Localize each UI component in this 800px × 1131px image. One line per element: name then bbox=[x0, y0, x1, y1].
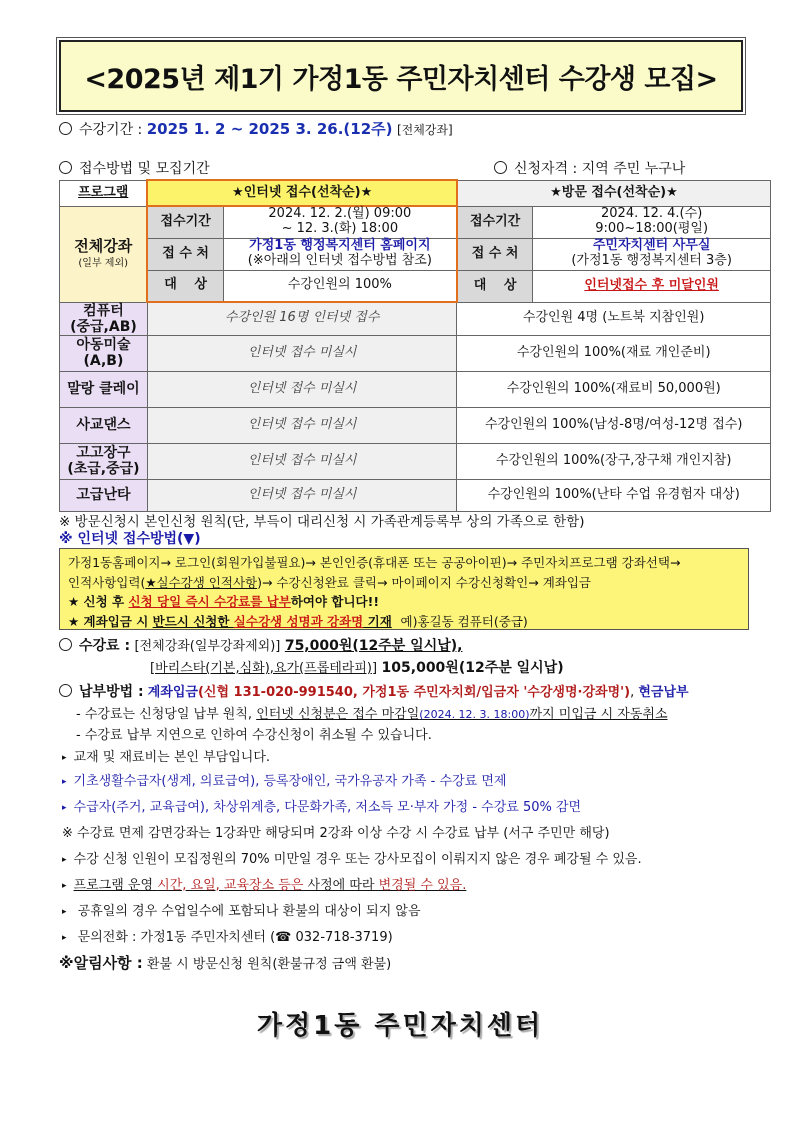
triangle-bullet-icon: ▸ bbox=[62, 855, 67, 865]
circle-bullet-icon bbox=[59, 122, 72, 135]
program-name: 사교댄스 bbox=[60, 407, 148, 443]
visit-place: 주민자치센터 사무실 (가정1동 행정복지센터 3층) bbox=[533, 238, 771, 270]
section-method: 접수방법 및 모집기간 bbox=[59, 158, 210, 178]
period-value: 2025 1. 2 ~ 2025 3. 26.(12주) bbox=[146, 120, 393, 138]
method-line-2: 인적사항입력(★실수강생 인적사항)→ 수강신청완료 클릭→ 마이페이지 수강신청확인→ 계좌입금 bbox=[68, 574, 591, 590]
internet-target: 수강인원의 100% bbox=[223, 270, 457, 302]
visit-cell: 수강인원의 100%(재료비 50,000원) bbox=[457, 371, 771, 407]
method-line-4: ★ 계좌입금 시 반드시 신청한 실수강생 성명과 강좌명 기재 예)홍길동 컴퓨터(중급) bbox=[68, 613, 528, 629]
bullet-item: ▸ 수급자(주거, 교육급여), 차상위계층, 다문화가족, 저소득 모·부자 가정 - 수강료 50% 감면 bbox=[62, 800, 582, 815]
method-line-1: 가정1동홈페이지→ 로그인(회원가입불필요)→ 본인인증(휴대폰 또는 공공아이핀)→ 주민자치프로그램 강좌선택→ bbox=[68, 555, 681, 570]
circle-bullet-icon bbox=[59, 638, 72, 651]
program-name: 아동미술 (A,B) bbox=[60, 335, 148, 371]
label-target: 대 상 bbox=[147, 270, 223, 302]
notice: ※알림사항 : 환불 시 방문신청 원칙(환불규정 금액 환불) bbox=[59, 954, 392, 972]
label-target-visit: 대 상 bbox=[457, 270, 533, 302]
program-name: 말랑 클레이 bbox=[60, 371, 148, 407]
triangle-bullet-icon: ▸ bbox=[62, 907, 67, 917]
payment-note-2: - 수강료 납부 지연으로 인하여 수강신청이 취소될 수 있습니다. bbox=[76, 728, 432, 743]
payment-note-1: - 수강료는 신청당일 납부 원칙, 인터넷 신청분은 접수 마감일(2024. 12. 3. 18:00)까지 미입금 시 자동취소 bbox=[76, 707, 668, 722]
visit-cell: 수강인원의 100%(난타 수업 유경험자 대상) bbox=[457, 479, 771, 511]
triangle-bullet-icon: ▸ bbox=[62, 803, 67, 813]
header-visit: ★방문 접수(선착순)★ bbox=[457, 180, 771, 206]
internet-method-title: ※ 인터넷 접수방법(▼) bbox=[59, 531, 201, 547]
internet-cell: 인터넷 접수 미실시 bbox=[147, 407, 456, 443]
bullet-item: ▸ 교재 및 재료비는 본인 부담입니다. bbox=[62, 750, 271, 765]
exemption-note: ※ 수강료 면제 감면강좌는 1강좌만 해당되며 2강좌 이상 수강 시 수강료 납부 (서구 주민만 해당) bbox=[62, 826, 610, 841]
internet-cell: 인터넷 접수 미실시 bbox=[147, 479, 456, 511]
circle-bullet-icon bbox=[494, 161, 507, 174]
fee-line-1: 수강료 : [전체강좌(일부강좌제외)] 75,000원(12주분 일시납), bbox=[59, 635, 462, 655]
triangle-bullet-icon: ▸ bbox=[62, 933, 67, 943]
course-period: 수강기간 : 2025 1. 2 ~ 2025 3. 26.(12주) [전체강좌] bbox=[59, 118, 453, 139]
program-name: 컴퓨터 (중급,AB) bbox=[60, 302, 148, 335]
footer-title: 가정1동 주민자치센터 bbox=[256, 1011, 544, 1041]
internet-place: 가정1동 행정복지센터 홈페이지 (※아래의 인터넷 접수방법 참조) bbox=[223, 238, 457, 270]
header-internet: ★인터넷 접수(선착순)★ bbox=[147, 180, 456, 206]
triangle-bullet-icon: ▸ bbox=[62, 753, 67, 763]
method-line-3: ★ 신청 후 신청 당일 즉시 수강료를 납부하여야 합니다!! bbox=[68, 594, 380, 609]
internet-cell: 인터넷 접수 미실시 bbox=[147, 443, 456, 479]
label-period-visit: 접수기간 bbox=[457, 206, 533, 238]
internet-cell: 수강인원 16명 인터넷 접수 bbox=[147, 302, 456, 335]
visit-period: 2024. 12. 4.(수) 9:00~18:00(평일) bbox=[533, 206, 771, 238]
table-row bbox=[60, 407, 771, 443]
bullet-item: ▸ 프로그램 운영 시간, 요일, 교육장소 등은 사정에 따라 변경될 수 있음. bbox=[62, 878, 467, 893]
circle-bullet-icon bbox=[59, 161, 72, 174]
visit-note: ※ 방문신청시 본인신청 원칙(단, 부득이 대리신청 시 가족관계등록부 상의 가족으로 한함) bbox=[59, 514, 585, 530]
fee-line-2: [바리스타(기본,심화),요가(프롭테라피)] 105,000원(12주분 일시납) bbox=[150, 660, 564, 676]
visit-cell: 수강인원의 100%(재료 개인준비) bbox=[457, 335, 771, 371]
label-period: 접수기간 bbox=[147, 206, 223, 238]
visit-cell: 수강인원의 100%(남성-8명/여성-12명 접수) bbox=[457, 407, 771, 443]
circle-bullet-icon bbox=[59, 684, 72, 697]
title-banner bbox=[59, 40, 743, 112]
table-row bbox=[60, 335, 771, 371]
period-note: [전체강좌] bbox=[396, 123, 453, 137]
table-row bbox=[60, 302, 771, 335]
all-courses-cell: 전체강좌 (일부 제외) bbox=[60, 206, 148, 302]
table-row bbox=[60, 443, 771, 479]
table-row bbox=[60, 479, 771, 511]
header-program: 프로그램 bbox=[60, 180, 148, 206]
bullet-item: ▸ 공휴일의 경우 수업일수에 포함되나 환불의 대상이 되지 않음 bbox=[62, 904, 421, 919]
program-name: 고고장구 (초급,중급) bbox=[60, 443, 148, 479]
label-place: 접 수 처 bbox=[147, 238, 223, 270]
visit-cell: 수강인원의 100%(장구,장구채 개인지참) bbox=[457, 443, 771, 479]
label-place-visit: 접 수 처 bbox=[457, 238, 533, 270]
table-row bbox=[60, 371, 771, 407]
internet-cell: 인터넷 접수 미실시 bbox=[147, 335, 456, 371]
program-name: 고급난타 bbox=[60, 479, 148, 511]
page-title: <2025년 제1기 가정1동 주민자치센터 수강생 모집> bbox=[84, 63, 718, 95]
internet-cell: 인터넷 접수 미실시 bbox=[147, 371, 456, 407]
triangle-bullet-icon: ▸ bbox=[62, 881, 67, 891]
triangle-bullet-icon: ▸ bbox=[62, 777, 67, 787]
contact: ▸ 문의전화 : 가정1동 주민자치센터 (☎ 032-718-3719) bbox=[62, 930, 393, 945]
internet-period: 2024. 12. 2.(월) 09:00 ~ 12. 3.(화) 18:00 bbox=[223, 206, 457, 238]
internet-method-box bbox=[59, 548, 749, 630]
bullet-item: ▸ 기초생활수급자(생계, 의료급여), 등록장애인, 국가유공자 가족 - 수강료 면제 bbox=[62, 774, 507, 789]
payment-method: 납부방법 : 계좌입금(신협 131-020-991540, 가정1동 주민자치회/입금자 '수강생명·강좌명'), 현금납부 bbox=[59, 681, 689, 701]
eligibility: 신청자격 : 지역 주민 누구나 bbox=[494, 158, 685, 178]
schedule-table bbox=[59, 179, 771, 512]
visit-target: 인터넷접수 후 미달인원 bbox=[533, 270, 771, 302]
bullet-item: ▸ 수강 신청 인원이 모집정원의 70% 미만일 경우 또는 강사모집이 이뤄지지 않은 경우 폐강될 수 있음. bbox=[62, 852, 642, 867]
visit-cell: 수강인원 4명 (노트북 지참인원) bbox=[457, 302, 771, 335]
